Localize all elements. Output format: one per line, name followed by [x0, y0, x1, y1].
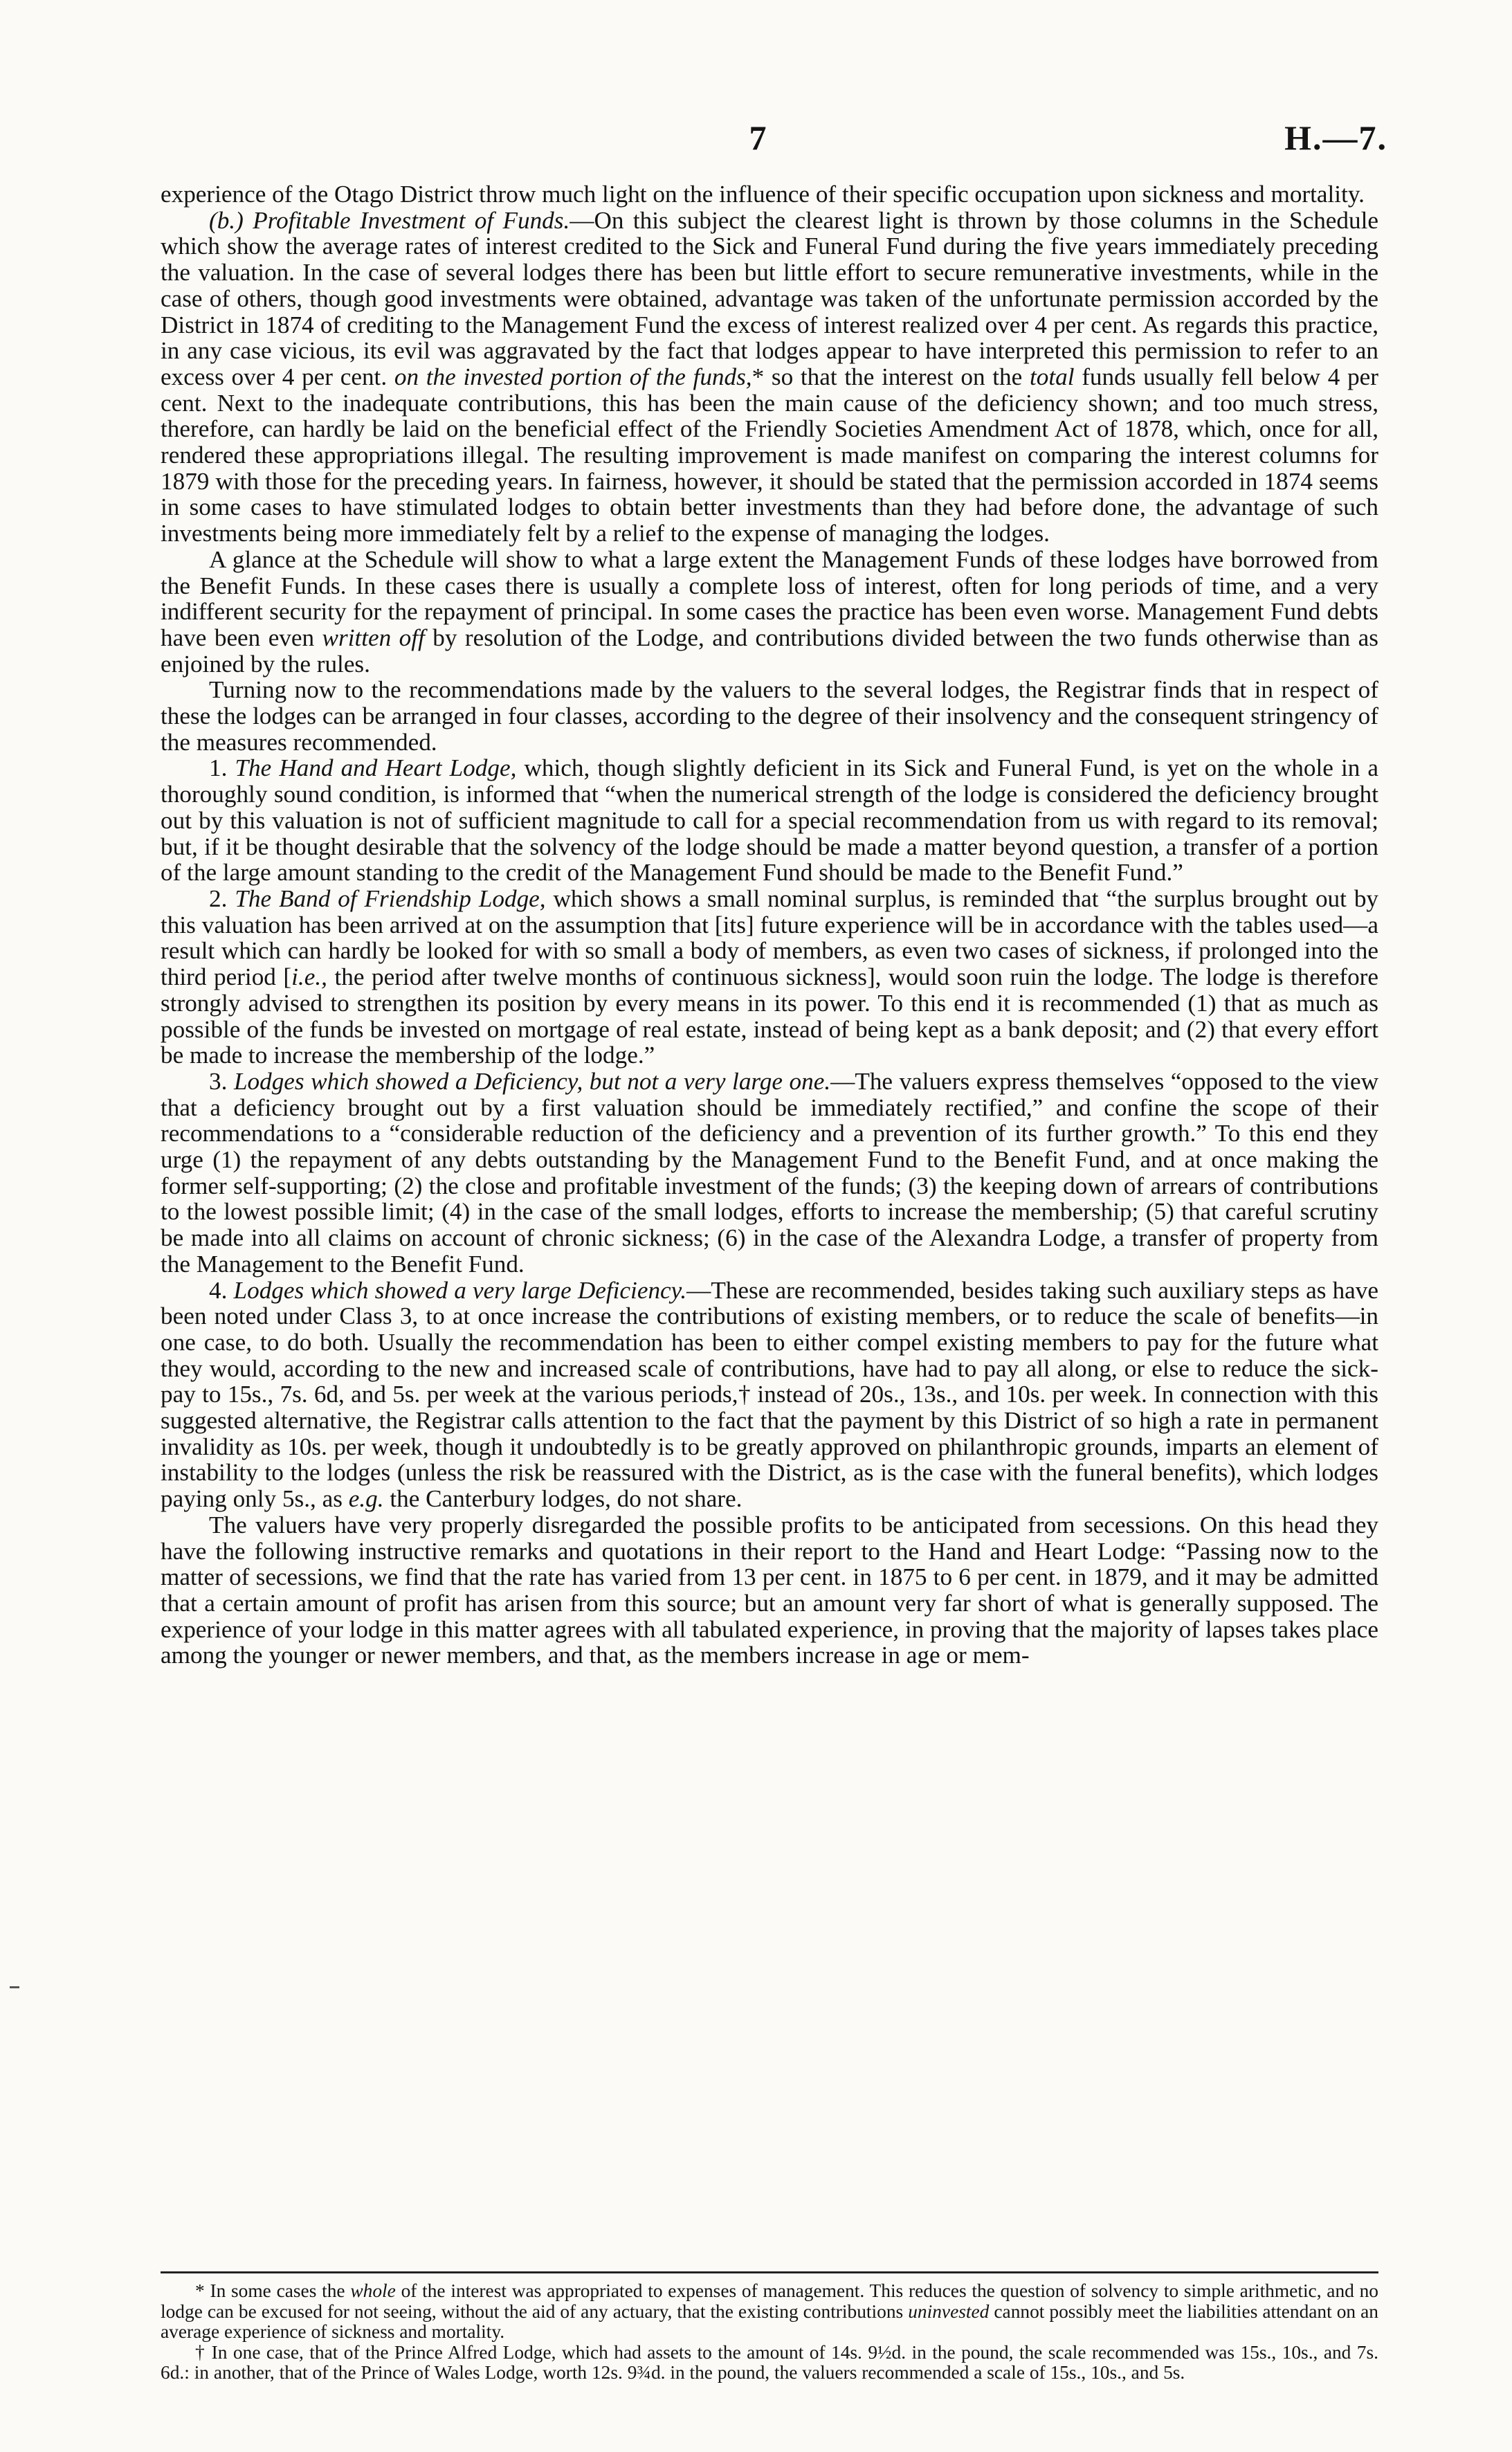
body-text [161, 181, 1378, 1669]
page-number: 7 [749, 118, 767, 157]
class-1-heading: The Hand and Heart Lodge, [235, 754, 517, 782]
footnote-asterisk: * In some cases the whole of the interest was appropriated to expenses of management. This reduces the question of solvency to simple arithmetic, and no lodge can be excused for not seeing, without the aid of any actuary, that the existing contributions uninvested cannot possibly meet the liabilities attendant on an average experience of sickness and mortality. [161, 2280, 1378, 2342]
class-3-heading: Lodges which showed a Deficiency, but not a very large one. [233, 1067, 831, 1095]
paragraph-class-3: 3. Lodges which showed a Deficiency, but not a very large one.—The valuers express themselves “opposed to the view that a deficiency brought out by a first valuation should be immediately rectified,” and confine the scope of their recommendations to a “considerable reduction of the deficiency and a prevention of its further growth.” To this end they urge (1) the repayment of any debts outstanding by the Management Fund to the Benefit Fund, and at once making the former self-supporting; (2) the close and profitable investment of the funds; (3) the keeping down of arrears of contributions to the lowest possible limit; (4) in the case of the small lodges, efforts to increase the membership; (5) that careful scrutiny be made into all claims on account of chronic sickness; (6) in the case of the Alexandra Lodge, a transfer of property from the Management to the Benefit Fund. [161, 1067, 1378, 1278]
paragraph-class-4: 4. Lodges which showed a very large Deficiency.—These are recommended, besides taking such auxiliary steps as have been noted under Class 3, to at once increase the contributions of existing members, or to reduce the scale of benefits—in one case, to do both. Usually the recommendation has been to either compel existing members to pay for the future what they would, according to the new and increased scale of contributions, have had to pay all along, or else to reduce the sick-pay to 15s., 7s. 6d, and 5s. per week at the various periods,† instead of 20s., 13s., and 10s. per week. In connection with this suggested alternative, the Registrar calls attention to the fact that the payment by this District of so high a rate in permanent invalidity as 10s. per week, though it undoubtedly is to be greatly approved on philanthropic grounds, imparts an element of instability to the lodges (unless the risk be reassured with the District, as is the case with the funeral benefits), which lodges paying only 5s., as e.g. the Canterbury lodges, do not share. [161, 1276, 1378, 1513]
section-heading-b: (b.) Profitable Investment of Funds. [209, 206, 570, 234]
class-4-heading: Lodges which showed a very large Deficiency. [233, 1276, 687, 1304]
footnote-divider [161, 2271, 1378, 2273]
footnote-dagger: † In one case, that of the Prince Alfred Lodge, which had assets to the amount of 14s. 9½d. in the pound, the scale recommended was 15s., 10s., and 7s. 6d.: in another, that of the Prince of Wales Lodge, worth 12s. 9¾d. in the pound, the valuers recommended a scale of 15s., 10s., and 5s. [161, 2341, 1378, 2383]
footnotes [161, 2281, 1378, 2383]
margin-mark [10, 1986, 19, 1988]
paragraph-class-2: 2. The Band of Friendship Lodge, which shows a small nominal surplus, is reminded that “the surplus brought out by this valuation has been arrived at on the assumption that [its] future experience will be in accordance with the tables used—a result which can hardly be looked for with so small a body of members, as even two cases of sickness, if prolonged into the third period [i.e., the period after twelve months of continuous sickness], would soon ruin the lodge. The lodge is therefore strongly advised to strengthen its position by every means in its power. To this end it is recommended (1) that as much as possible of the funds be invested on mortgage of real estate, instead of being kept as a bank deposit; and (2) that every effort be made to increase the membership of the lodge.” [161, 884, 1379, 1069]
paragraph-class-1: 1. The Hand and Heart Lodge, which, though slightly deficient in its Sick and Funeral Fund, is yet on the whole in a thoroughly sound condition, is informed that “when the numerical strength of the lodge is considered the deficiency brought out by this valuation is not of sufficient magnitude to call for a special recommendation from us with regard to its removal; but, if it be thought desirable that the solvency of the lodge should be made a matter beyond question, a transfer of a portion of the large amount standing to the credit of the Management Fund should be made to the Benefit Fund.” [161, 754, 1379, 887]
class-2-heading: The Band of Friendship Lodge, [235, 884, 546, 912]
paragraph-management-funds: A glance at the Schedule will show to what a large extent the Management Funds of these lodges have borrowed from the Benefit Funds. In these cases there is usually a complete loss of interest, often for long periods of time, and a very indifferent security for the repayment of principal. In some cases the practice has been even worse. Management Fund debts have been even written off by resolution of the Lodge, and contributions divided between the two funds otherwise than as enjoined by the rules. [161, 545, 1378, 678]
paragraph-secessions: The valuers have very properly disregarded the possible profits to be anticipated from secessions. On this head they have the following instructive remarks and quotations in their report to the Hand and Heart Lodge: “Passing now to the matter of secessions, we find that the rate has varied from 13 per cent. in 1875 to 6 per cent. in 1879, and it may be admitted that a certain amount of profit has arisen from this source; but an amount very far short of what is generally supposed. The experience of your lodge in this matter agrees with all tabulated experience, in proving that the majority of lapses takes place among the younger or newer members, and that, as the members increase in age or mem- [161, 1511, 1378, 1669]
paragraph-profitable-investment: (b.) Profitable Investment of Funds.—On this subject the clearest light is thrown by those columns in the Schedule which show the average rates of interest credited to the Sick and Funeral Fund during the five years immediately preceding the valuation. In the case of several lodges there has been but little effort to secure remunerative investments, while in the case of others, though good investments were obtained, advantage was taken of the unfortunate permission accorded by the District in 1874 of crediting to the Management Fund the excess of interest realized over 4 per cent. As regards this practice, in any case vicious, its evil was aggravated by the fact that lodges appear to have interpreted this permission to refer to an excess over 4 per cent. on the invested portion of the funds,* so that the interest on the total funds usually fell below 4 per cent. Next to the inadequate contributions, this has been the main cause of the deficiency shown; and too much stress, therefore, can hardly be laid on the beneficial effect of the Friendly Societies Amendment Act of 1878, which, once for all, rendered these appropriations illegal. The resulting improvement is made manifest on comparing the interest columns for 1879 with those for the preceding years. In fairness, however, it should be stated that the permission accorded in 1874 seems in some cases to have stimulated lodges to obtain better investments than they had before done, the advantage of such investments being more immediately felt by a relief to the expense of managing the lodges. [161, 206, 1379, 547]
document-reference: H.—7. [1284, 118, 1387, 157]
paragraph-continuation: experience of the Otago District throw much light on the influence of their specific occupation upon sickness and mortality. [161, 181, 1365, 208]
paragraph-recommendations: Turning now to the recommendations made by the valuers to the several lodges, the Registrar finds that in respect of these the lodges can be arranged in four classes, according to the degree of their insolvency and the consequent stringency of the measures recommended. [161, 676, 1378, 756]
